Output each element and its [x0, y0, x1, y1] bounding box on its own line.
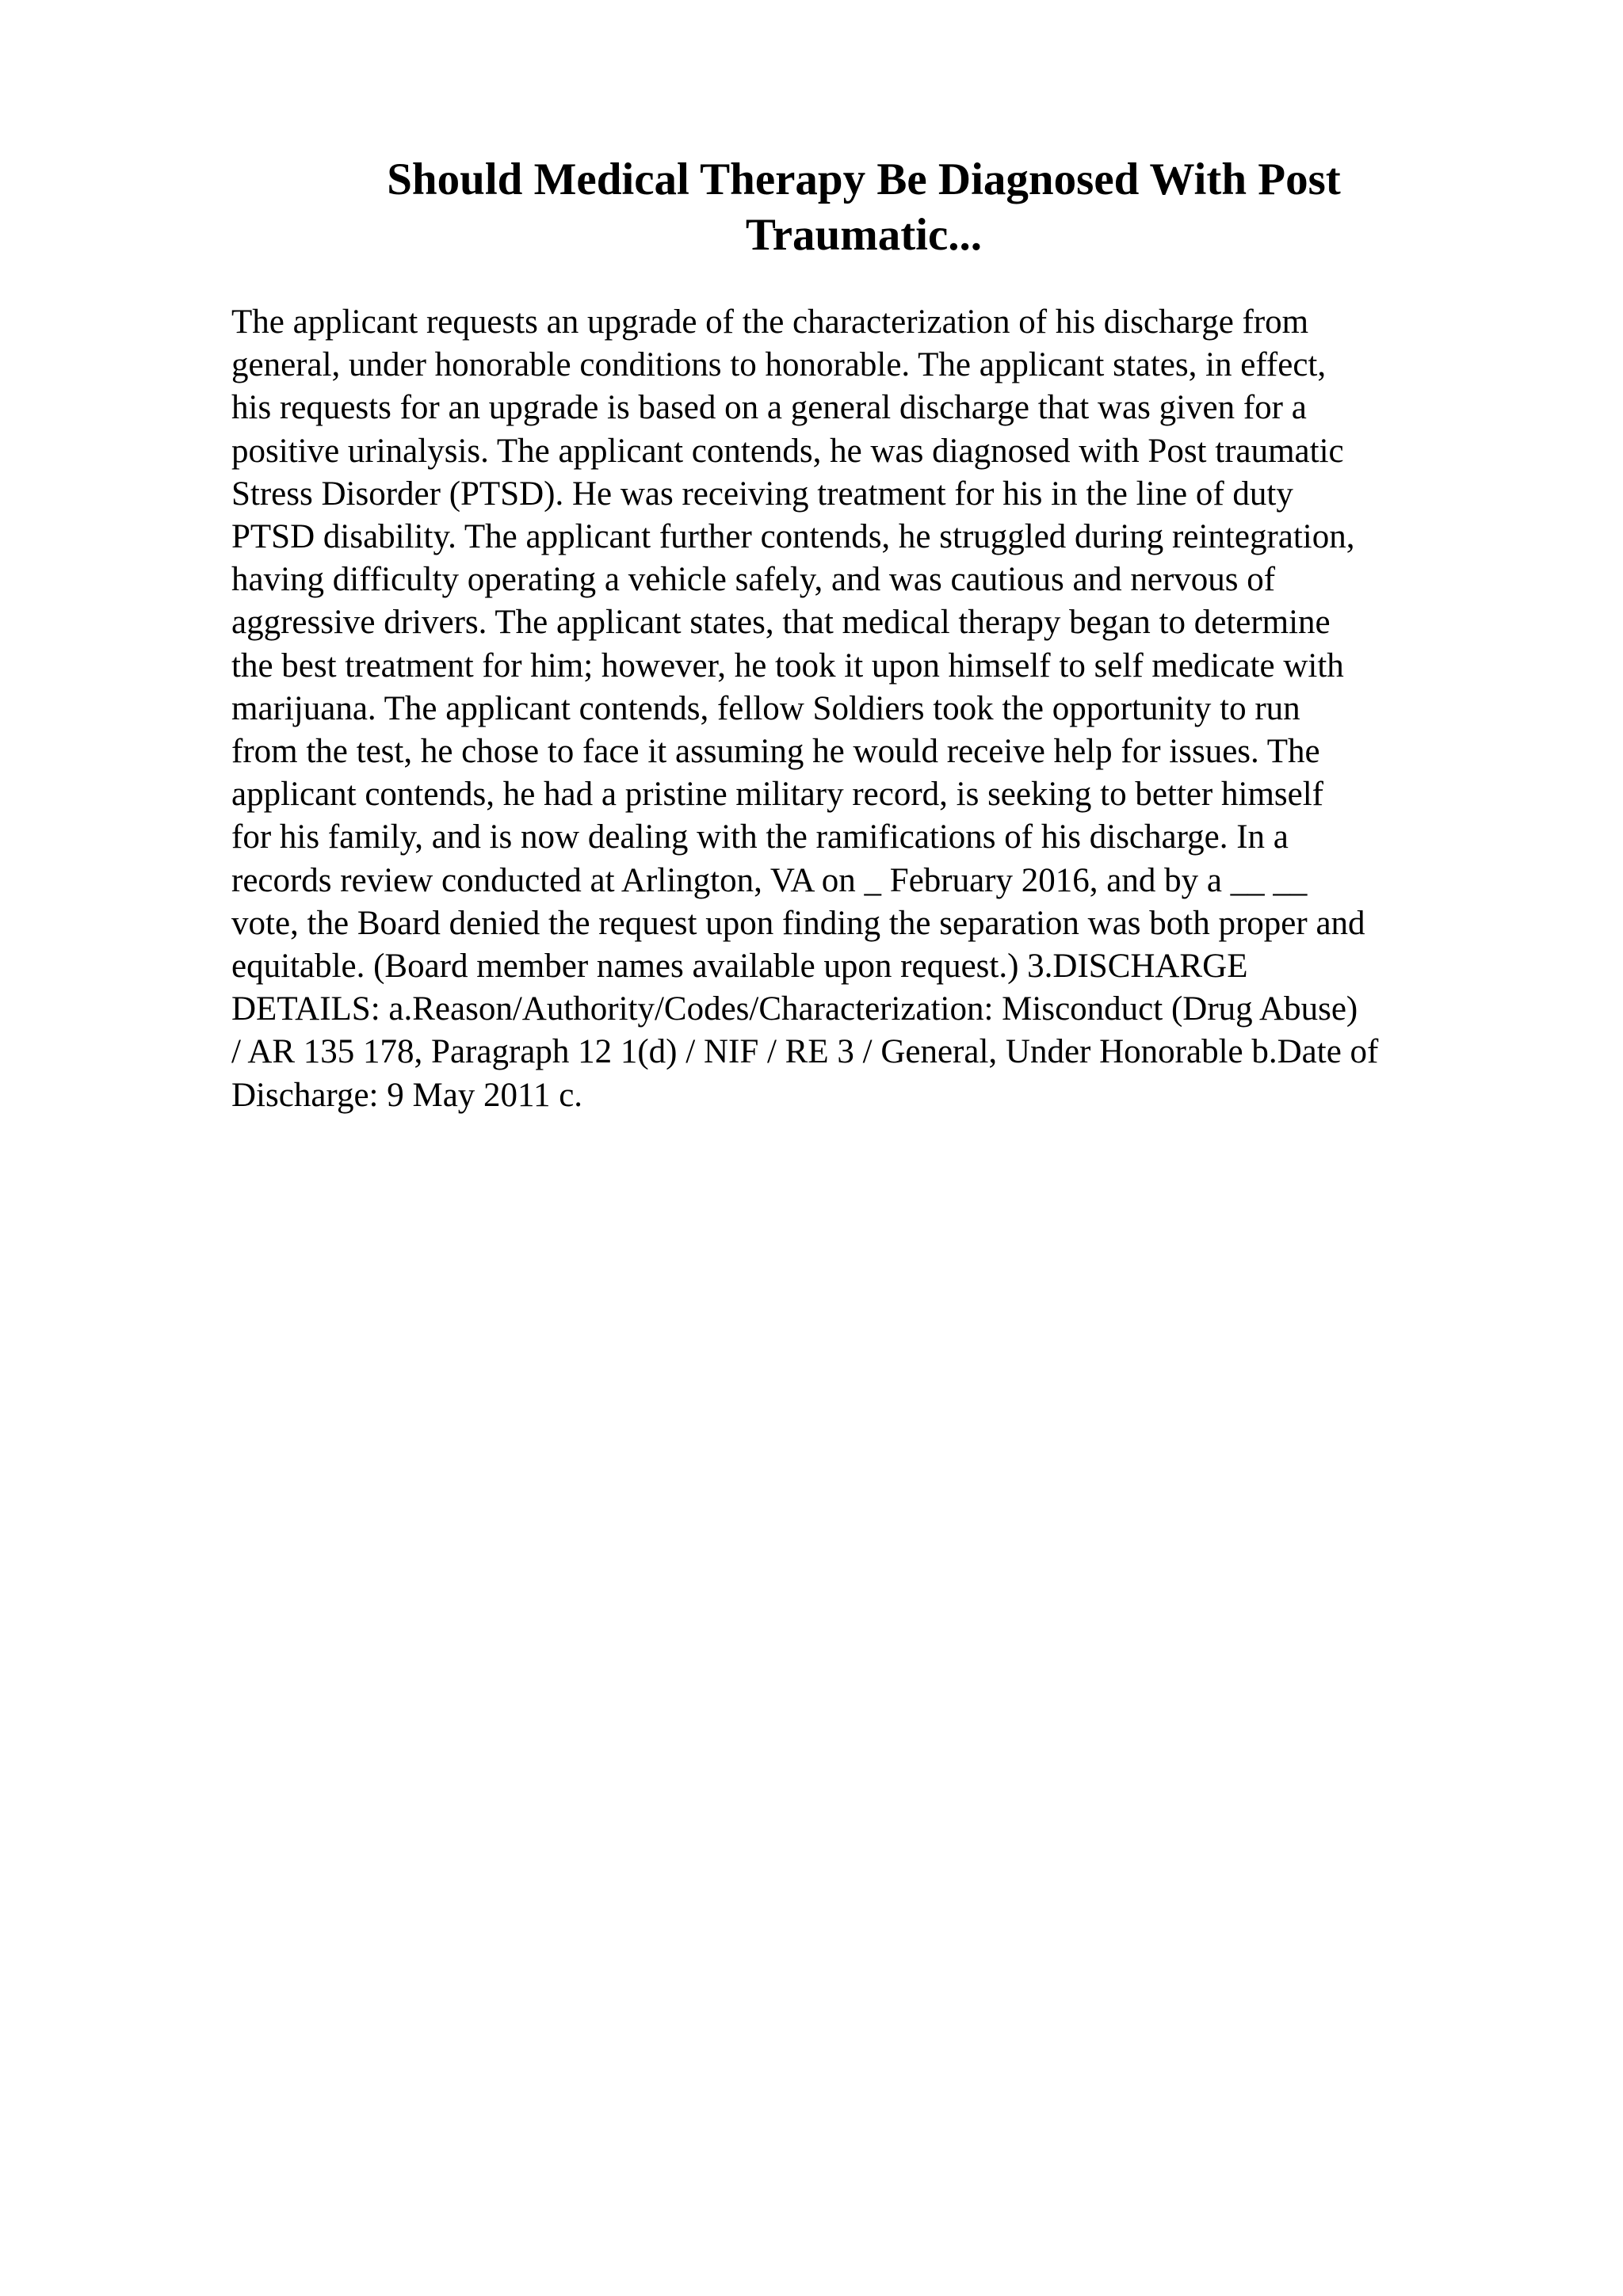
- body-line: applicant contends, he had a pristine military record, is seeking to better himself: [231, 776, 1323, 814]
- body-line: PTSD disability. The applicant further contends, he struggled during reintegration,: [231, 518, 1355, 556]
- document-body: [231, 301, 1499, 1117]
- body-line: general, under honorable conditions to honorable. The applicant states, in effect,: [231, 346, 1327, 384]
- body-line: DETAILS: a.Reason/Authority/Codes/Characterization: Misconduct (Drug Abuse): [231, 990, 1358, 1028]
- body-line: Discharge: 9 May 2011 c.: [231, 1076, 583, 1114]
- body-line: from the test, he chose to face it assuming he would receive help for issues. The: [231, 733, 1320, 771]
- body-line: vote, the Board denied the request upon finding the separation was both proper and: [231, 904, 1365, 942]
- body-line: aggressive drivers. The applicant states, that medical therapy began to determine: [231, 604, 1331, 642]
- body-line: marijuana. The applicant contends, fellow Soldiers took the opportunity to run: [231, 689, 1300, 727]
- body-line: positive urinalysis. The applicant contends, he was diagnosed with Post traumatic: [231, 432, 1344, 470]
- body-line: Stress Disorder (PTSD). He was receiving treatment for his in the line of duty: [231, 475, 1293, 513]
- body-line: records review conducted at Arlington, VA on _ February 2016, and by a __ __: [231, 861, 1308, 899]
- body-line: / AR 135 178, Paragraph 12 1(d) / NIF / RE 3 / General, Under Honorable b.Date of: [231, 1033, 1379, 1071]
- body-line: equitable. (Board member names available upon request.) 3.DISCHARGE: [231, 948, 1248, 986]
- body-line: the best treatment for him; however, he took it upon himself to self medicate with: [231, 646, 1344, 685]
- title-line: Should Medical Therapy Be Diagnosed With Post: [387, 154, 1341, 204]
- body-line: The applicant requests an upgrade of the characterization of his discharge from: [231, 303, 1309, 341]
- document-title: [333, 152, 1395, 263]
- body-line: having difficulty operating a vehicle safely, and was cautious and nervous of: [231, 561, 1276, 599]
- body-line: for his family, and is now dealing with the ramifications of his discharge. In a: [231, 818, 1289, 856]
- body-line: his requests for an upgrade is based on a general discharge that was given for a: [231, 389, 1307, 427]
- title-line: Traumatic...: [745, 210, 983, 260]
